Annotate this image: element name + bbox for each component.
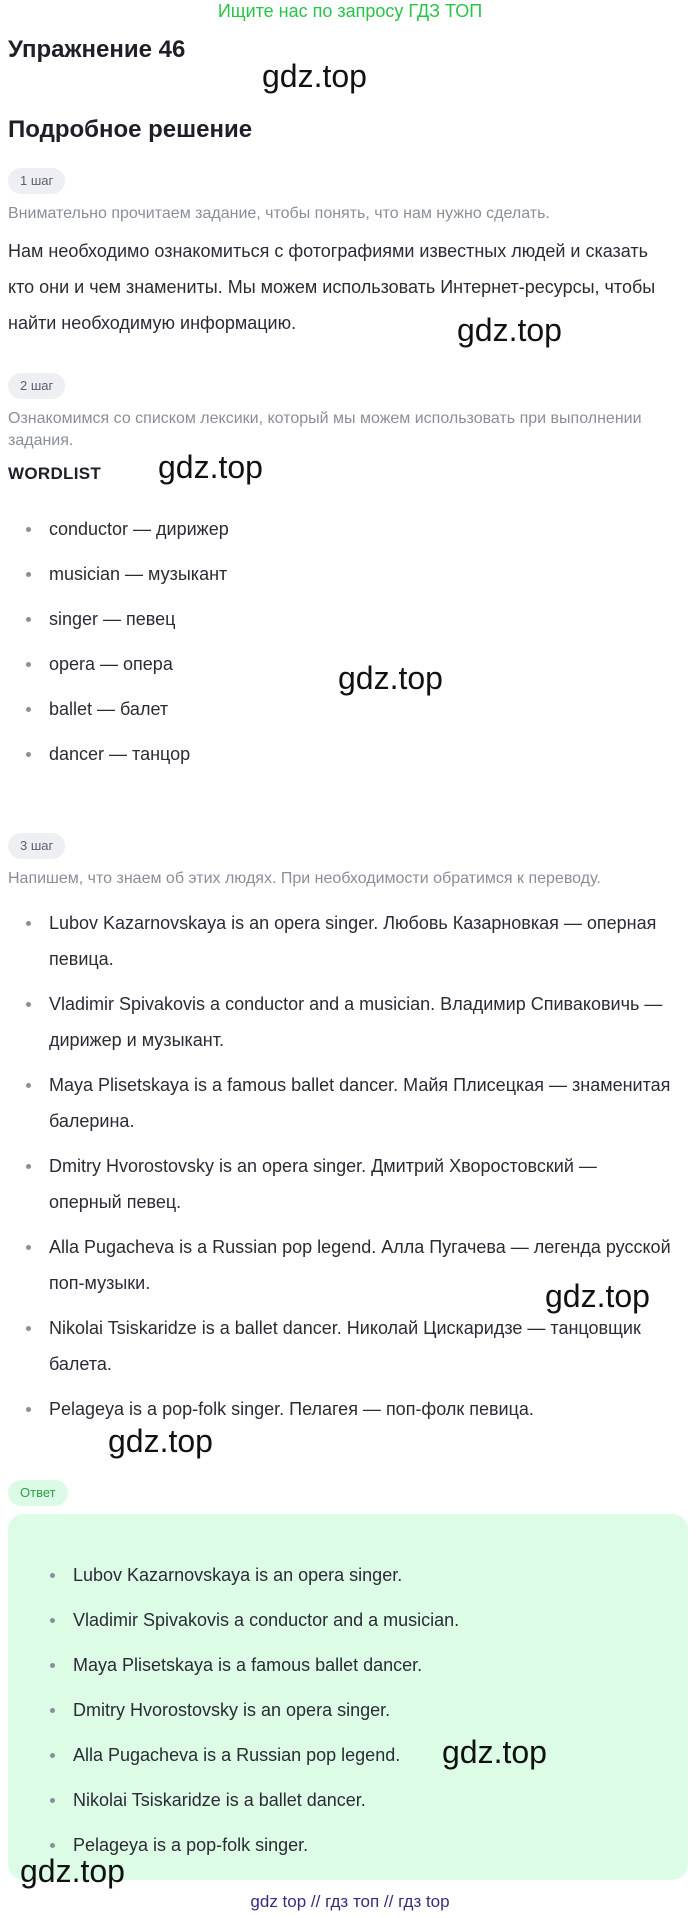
- fact-item: [8, 1310, 688, 1382]
- fact-item: [8, 986, 688, 1058]
- bullet-icon: [26, 707, 31, 712]
- fact-item: [8, 1148, 688, 1220]
- section-title: Подробное решение: [8, 116, 253, 143]
- wordlist-heading: WORDLIST: [8, 464, 102, 483]
- bullet-icon: [50, 1843, 55, 1848]
- fact-item-line: дирижер и музыкант.: [49, 1030, 224, 1050]
- wordlist-item-text: singer — певец: [49, 609, 176, 629]
- fact-item-line: Vladimir Spivakovis a conductor and a musician. Владимир Спиваковичь —: [49, 994, 663, 1014]
- wordlist-item-text: musician — музыкант: [49, 564, 228, 584]
- text-line: кто они и чем знамениты. Мы можем использовать Интернет-ресурсы, чтобы: [8, 277, 656, 297]
- watermark: gdz.top: [442, 1734, 547, 1770]
- wordlist-item-text: conductor — дирижер: [49, 519, 229, 539]
- bullet-icon: [26, 1326, 31, 1331]
- answer-item: [32, 1560, 682, 1605]
- bullet-icon: [50, 1708, 55, 1713]
- answer-item-text: Alla Pugacheva is a Russian pop legend.: [73, 1745, 401, 1765]
- wordlist-item: [8, 694, 688, 739]
- bullet-icon: [50, 1573, 55, 1578]
- step-2-badge: 2 шаг: [8, 373, 65, 399]
- text-line: Ознакомимся со списком лексики, который мы можем использовать при выполнении: [8, 410, 642, 427]
- answer-item-text: Lubov Kazarnovskaya is an opera singer.: [73, 1565, 403, 1585]
- answer-list: [32, 1560, 682, 1875]
- step-3-badge: 3 шаг: [8, 833, 65, 859]
- answer-item-text: Pelageya is a pop-folk singer.: [73, 1835, 309, 1855]
- text-line: задания.: [8, 432, 74, 449]
- bullet-icon: [50, 1798, 55, 1803]
- search-banner[interactable]: Ищите нас по запросу ГДЗ ТОП: [217, 1, 483, 21]
- bullet-icon: [26, 921, 31, 926]
- wordlist-item: [8, 514, 688, 559]
- wordlist-item-text: ballet — балет: [49, 699, 169, 719]
- watermark: gdz.top: [457, 312, 562, 348]
- step-3-description: Напишем, что знаем об этих людях. При необходимости обратимся к переводу.: [8, 870, 601, 887]
- answer-item: [32, 1650, 682, 1695]
- fact-item: [8, 1067, 688, 1139]
- fact-item-line: Maya Plisetskaya is a famous ballet dancer. Майя Плисецкая — знаменитая: [49, 1075, 671, 1095]
- wordlist: [8, 514, 688, 784]
- answer-badge: Ответ: [8, 1480, 68, 1506]
- fact-item-line: поп-музыки.: [49, 1273, 151, 1293]
- fact-item-line: певица.: [49, 949, 114, 969]
- bullet-icon: [50, 1753, 55, 1758]
- bullet-icon: [50, 1663, 55, 1668]
- wordlist-item: [8, 604, 688, 649]
- answer-item-text: Nikolai Tsiskaridze is a ballet dancer.: [73, 1790, 366, 1810]
- wordlist-item: [8, 739, 688, 784]
- fact-item-line: балерина.: [49, 1111, 135, 1131]
- bullet-icon: [26, 617, 31, 622]
- answer-item: [32, 1740, 682, 1785]
- wordlist-item: [8, 559, 688, 604]
- step-3-list: [8, 905, 688, 1436]
- answer-item-text: Vladimir Spivakovis a conductor and a musician.: [73, 1610, 460, 1630]
- watermark: gdz.top: [108, 1423, 213, 1459]
- watermark: gdz.top: [158, 449, 263, 485]
- answer-item-text: Maya Plisetskaya is a famous ballet dancer.: [73, 1655, 423, 1675]
- fact-item-line: Alla Pugacheva is a Russian pop legend. Алла Пугачева — легенда русской: [49, 1237, 671, 1257]
- step-1-text: [8, 233, 688, 341]
- fact-item-line: Nikolai Tsiskaridze is a ballet dancer. Николай Цискаридзе — танцовщик: [49, 1318, 641, 1338]
- bullet-icon: [26, 752, 31, 757]
- footer-links[interactable]: gdz top // гдз топ // гдз top: [250, 1892, 450, 1911]
- wordlist-item-text: dancer — танцор: [49, 744, 191, 764]
- wordlist-item-text: opera — опера: [49, 654, 173, 674]
- bullet-icon: [50, 1618, 55, 1623]
- watermark: gdz.top: [262, 58, 367, 94]
- bullet-icon: [26, 572, 31, 577]
- step-1-badge: 1 шаг: [8, 168, 65, 194]
- fact-item-line: Pelageya is a pop-folk singer. Пелагея — поп-фолк певица.: [49, 1399, 534, 1419]
- bullet-icon: [26, 1002, 31, 1007]
- watermark: gdz.top: [545, 1278, 650, 1314]
- text-line: найти необходимую информацию.: [8, 313, 297, 333]
- fact-item-line: Dmitry Hvorostovsky is an opera singer. Дмитрий Хворостовский —: [49, 1156, 597, 1176]
- fact-item-line: оперный певец.: [49, 1192, 182, 1212]
- fact-item-line: балета.: [49, 1354, 112, 1374]
- answer-item: [32, 1830, 682, 1875]
- bullet-icon: [26, 662, 31, 667]
- page-title: Упражнение 46: [8, 36, 186, 63]
- bullet-icon: [26, 1245, 31, 1250]
- bullet-icon: [26, 527, 31, 532]
- bullet-icon: [26, 1164, 31, 1169]
- bullet-icon: [26, 1083, 31, 1088]
- answer-item: [32, 1605, 682, 1650]
- watermark: gdz.top: [338, 660, 443, 696]
- step-1-description: Внимательно прочитаем задание, чтобы понять, что нам нужно сделать.: [8, 205, 550, 222]
- fact-item: [8, 905, 688, 977]
- answer-item: [32, 1785, 682, 1830]
- text-line: Нам необходимо ознакомиться с фотографиями известных людей и сказать: [8, 241, 649, 261]
- fact-item-line: Lubov Kazarnovskaya is an opera singer. Любовь Казарновкая — оперная: [49, 913, 657, 933]
- bullet-icon: [26, 1407, 31, 1412]
- answer-item: [32, 1695, 682, 1740]
- step-2-description: [8, 408, 688, 452]
- fact-item: [8, 1391, 688, 1427]
- watermark: gdz.top: [20, 1853, 125, 1889]
- answer-item-text: Dmitry Hvorostovsky is an opera singer.: [73, 1700, 391, 1720]
